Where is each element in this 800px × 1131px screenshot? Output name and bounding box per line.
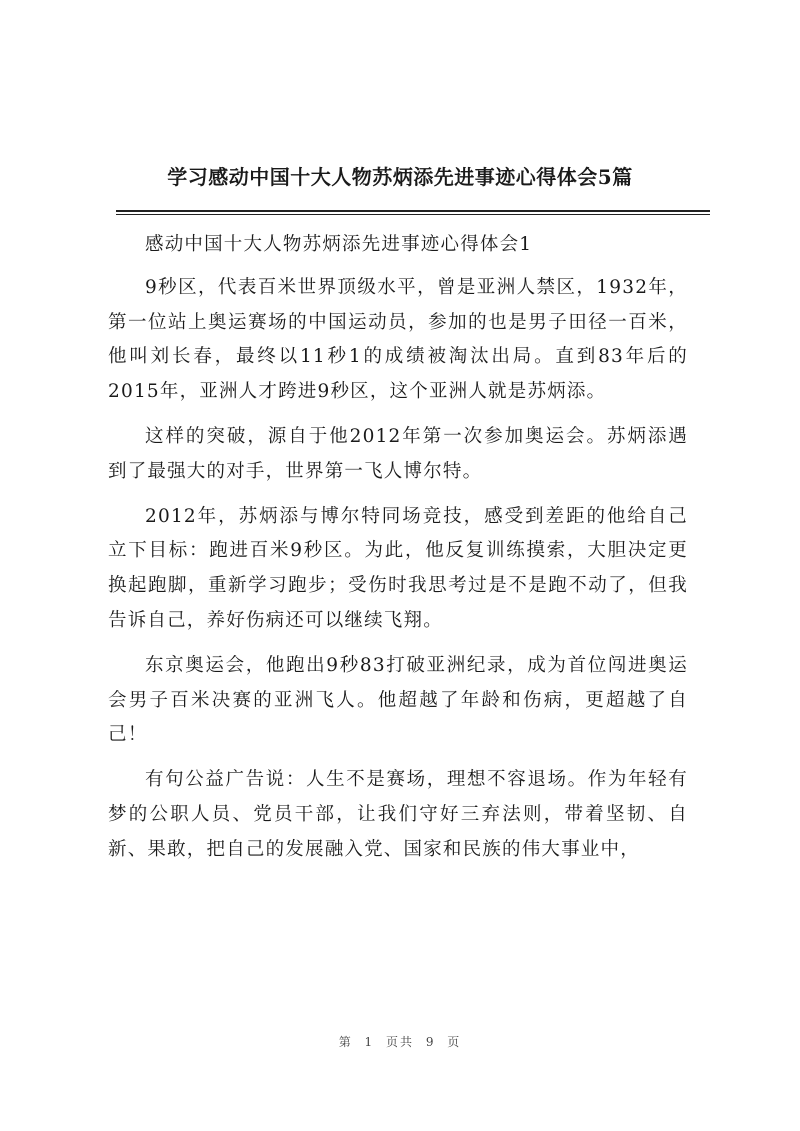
document-body [108, 228, 688, 878]
title-rule [116, 210, 710, 212]
page-number-footer: 第 1 页共 9 页 [338, 1035, 462, 1049]
paragraph-2: 这样的突破，源自于他2012年第一次参加奥运会。苏炳添遇到了最强大的对手，世界第一飞人博尔特。 [108, 425, 688, 482]
paragraph-1: 9秒区，代表百米世界顶级水平，曾是亚洲人禁区，1932年，第一位站上奥运赛场的中国运动员，参加的也是男子田径一百米，他叫刘长春，最终以11秒1的成绩被淘汰出局。直到83年后的2015年，亚洲人才跨进9秒区，这个亚洲人就是苏炳添。 [108, 276, 688, 403]
section-heading: 感动中国十大人物苏炳添先进事迹心得体会1 [145, 234, 533, 255]
paragraph-3: 2012年，苏炳添与博尔特同场竞技，感受到差距的他给自己立下目标：跑进百米9秒区。为此，他反复训练摸索，大胆决定更换起跑脚，重新学习跑步；受伤时我思考过是不是跑不动了，但我告诉自己，养好伤病还可以继续飞翔。 [108, 505, 688, 631]
paragraph-4: 东京奥运会，他跑出9秒83打破亚洲纪录，成为首位闯进奥运会男子百米决赛的亚洲飞人。他超越了年龄和伤病，更超越了自己！ [108, 654, 688, 746]
paragraph-5: 有句公益广告说：人生不是赛场，理想不容退场。作为年轻有梦的公职人员、党员干部，让我们守好三弃法则，带着坚韧、自新、果敢，把自己的发展融入党、国家和民族的伟大事业中， [108, 769, 688, 860]
document-title: 学习感动中国十大人物苏炳添先进事迹心得体会5篇 [167, 165, 633, 189]
title-rule-thin [116, 214, 710, 215]
